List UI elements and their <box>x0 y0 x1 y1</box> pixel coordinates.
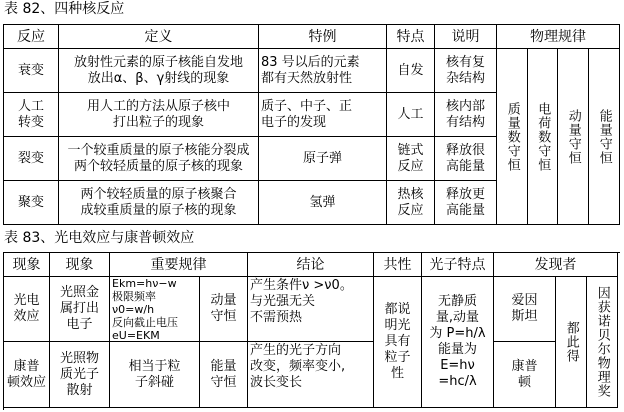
table82-laws <box>497 49 620 225</box>
table82-header-note: 说明 <box>435 25 497 49</box>
table82-example: 氢弹 <box>259 181 387 225</box>
compton-discoverer: 康普 顿 <box>494 342 556 407</box>
photoelectric-name: 光电 效应 <box>4 277 50 342</box>
table82-header-feature: 特点 <box>387 25 435 49</box>
table83-header-common: 共性 <box>374 253 422 277</box>
nobel-note-right: 因获诺贝尔物理奖 <box>594 286 610 398</box>
table82-feature: 链式 反应 <box>387 137 435 181</box>
table82 <box>3 24 620 225</box>
table82-example: 83 号以后的元素 都有天然放射性 <box>259 49 387 93</box>
compton-phenomenon: 光照物 质光子 散射 <box>50 342 110 408</box>
table82-feature: 人工 <box>387 93 435 137</box>
table82-header-example: 特例 <box>259 25 387 49</box>
law-momentum: 动量守恒 <box>565 108 581 165</box>
table83-header-photon: 光子特点 <box>422 253 494 277</box>
table82-reaction: 人工 转变 <box>4 93 59 137</box>
table82-reaction: 裂变 <box>4 137 59 181</box>
table82-example: 原子弹 <box>259 137 387 181</box>
table83-header-phenomenon: 现象 <box>4 253 50 277</box>
common-property: 都说 明光 具有 粒子 性 <box>374 277 422 408</box>
photon-features: 无静质 量,动量 为 P=h/λ 能量为 E=hν =hc/λ <box>422 277 494 408</box>
compton-law: 能量 守恒 <box>200 342 248 408</box>
table82-note: 核内部 有结构 <box>435 93 497 137</box>
table82-header-reaction: 反应 <box>4 25 59 49</box>
table82-definition: 一个较重质量的原子核能分裂成 两个较轻质量的原子核的现象 <box>59 137 259 181</box>
table82-header-definition: 定义 <box>59 25 259 49</box>
table82-definition: 两个较轻质量的原子核聚合 成较重质量的原子核的现象 <box>59 181 259 225</box>
photoelectric-law: 动量 守恒 <box>200 277 248 342</box>
compton-name: 康普 顿效应 <box>4 342 50 408</box>
photoelectric-conclusion: 产生条件ν >ν0。 与光强无关 不需预热 <box>248 277 374 342</box>
table83-header-phenomenon-detail: 现象 <box>50 253 110 277</box>
photoelectric-discoverer: 爱因 斯坦 <box>494 277 556 342</box>
table82-note: 释放更 高能量 <box>435 181 497 225</box>
discoverer-cell <box>494 277 618 408</box>
photoelectric-phenomenon: 光照金 属打出 电子 <box>50 277 110 342</box>
table82-reaction: 聚变 <box>4 181 59 225</box>
law-mass-number: 质量数守恒 <box>504 101 520 172</box>
law-energy: 能量守恒 <box>596 108 612 165</box>
table82-example: 质子、中子、正 电子的发现 <box>259 93 387 137</box>
table83 <box>3 252 620 410</box>
table82-note: 释放很 高能量 <box>435 137 497 181</box>
table82-header-law: 物理规律 <box>497 25 620 49</box>
nobel-note-left: 都此得 <box>563 321 579 363</box>
table82-definition: 放射性元素的原子核能自发地 放出α、β、γ射线的现象 <box>59 49 259 93</box>
table83-header-conclusion: 结论 <box>248 253 374 277</box>
law-charge-number: 电荷数守恒 <box>535 101 551 172</box>
table83-header-discoverer: 发现者 <box>494 253 618 277</box>
photoelectric-rule: Ekm=hν−w 极限频率ν0=w/h 反向截止电压 eU=EKM <box>110 277 200 342</box>
compton-conclusion: 产生的光子方向 改变，频率变小, 波长变长 <box>248 342 374 408</box>
table82-feature: 自发 <box>387 49 435 93</box>
table82-note: 核有复 杂结构 <box>435 49 497 93</box>
table82-reaction: 衰变 <box>4 49 59 93</box>
table82-feature: 热核 反应 <box>387 181 435 225</box>
compton-rule: 相当于粒 子斜碰 <box>110 342 200 408</box>
table83-header-rules: 重要规律 <box>110 253 248 277</box>
table83-caption: 表 83、光电效应与康普顿效应 <box>4 230 195 246</box>
table82-caption: 表 82、四种核反应 <box>4 1 125 17</box>
table82-definition: 用人工的方法从原子核中 打出粒子的现象 <box>59 93 259 137</box>
